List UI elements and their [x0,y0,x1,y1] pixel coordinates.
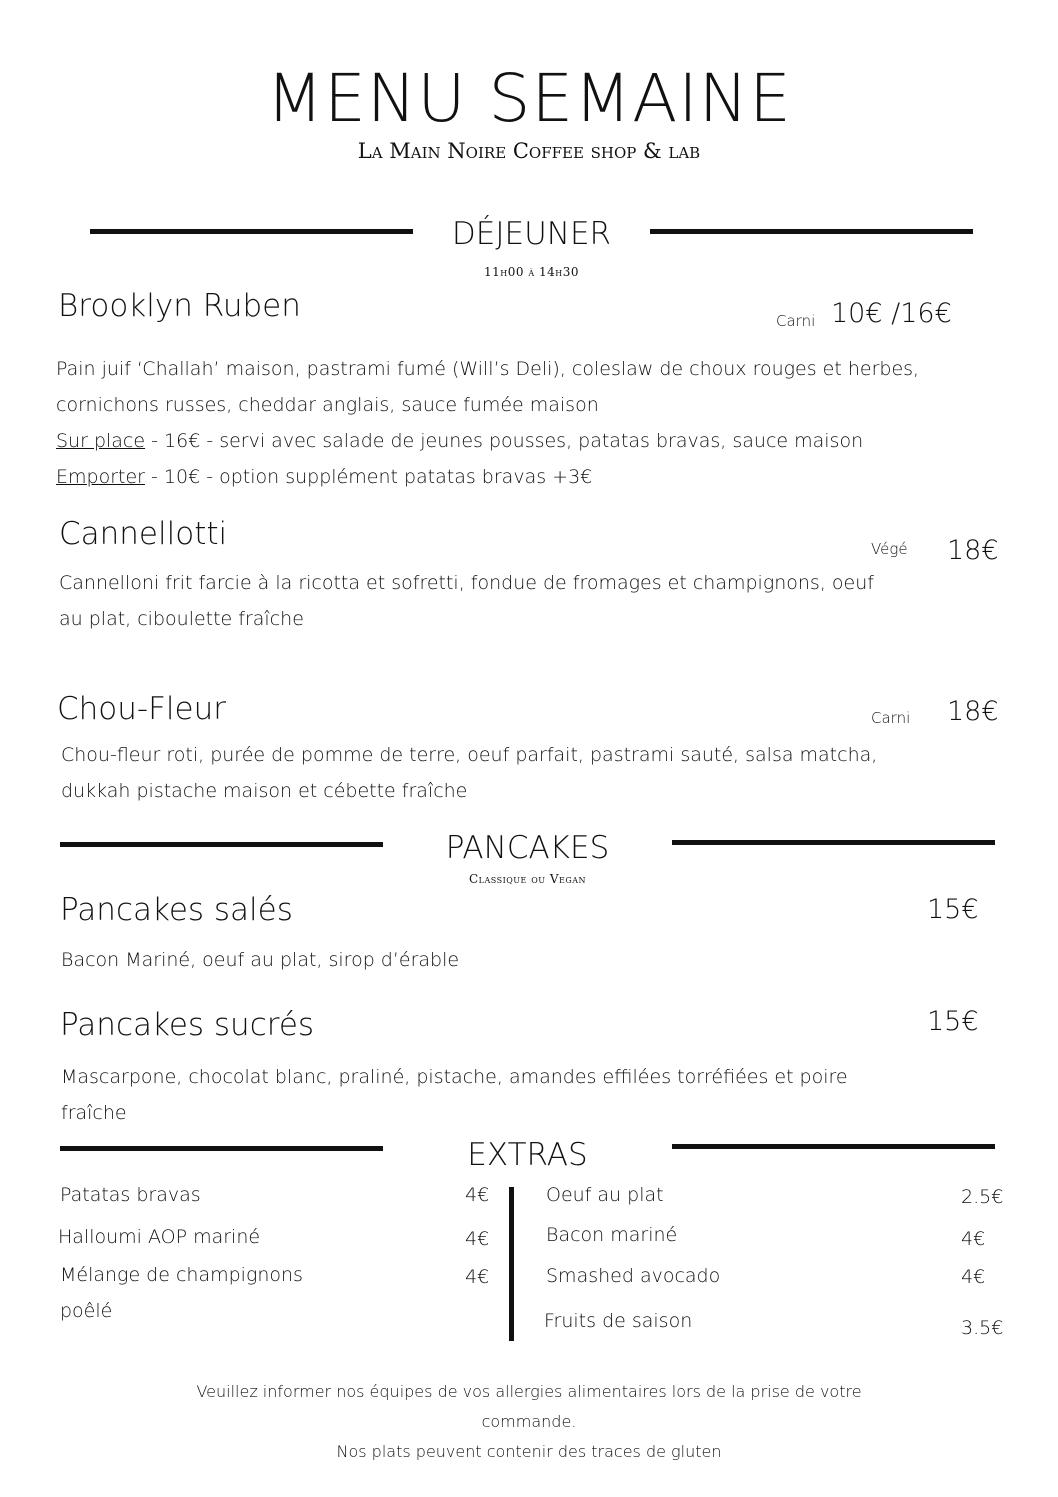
section-divider-right [672,840,995,845]
dish-description [56,351,1006,495]
description-line: fraîche [61,1102,127,1124]
dish-tag: Carni [776,312,816,330]
description-line: Cannelloni frit farcie à la ricotta et sofretti, fondue de fromages et champignons, oeuf [59,572,874,594]
dish-description [61,942,941,978]
dish-name-pancakes-sucres: Pancakes sucrés [60,1007,315,1043]
description-line: Mascarpone, chocolat blanc, praliné, pistache, amandes effilées torréfiées et poire [61,1066,848,1088]
section-divider-right [650,229,973,234]
section-hours: 11h00 à 14h30 [484,265,579,279]
dish-description [61,1059,941,1131]
extra-item-name [60,1257,303,1329]
section-subtitle: Classique ou Vegan [469,872,586,886]
description-line: au plat, ciboulette fraîche [59,608,304,630]
menu-title: MENU SEMAINE [266,60,792,137]
option-label: Emporter [56,466,145,488]
description-line: cornichons russes, cheddar anglais, sauce fumée maison [56,394,599,416]
extra-item-name: Patatas bravas [60,1184,201,1206]
extra-item-name-line: poêlé [60,1300,113,1322]
option-line-sur-place [56,423,1006,459]
extra-item-price: 2.5€ [961,1186,1004,1208]
extras-column-divider [509,1187,514,1341]
dish-price: 15€ [927,1006,979,1037]
dish-name-cannellotti: Cannellotti [59,516,228,552]
option-text: - 16€ - servi avec salade de jeunes pousses, patatas bravas, sauce maison [145,430,864,452]
extra-item-name-line: Mélange de champignons [60,1264,303,1286]
extra-item-name: Bacon mariné [546,1224,678,1246]
extra-item-name: Smashed avocado [546,1265,721,1287]
option-label: Sur place [56,430,146,452]
extra-item-price: 4€ [465,1228,490,1250]
section-title-extras: EXTRAS [467,1137,588,1173]
dish-tag: Carni [871,709,911,727]
extra-item-price: 4€ [465,1266,490,1288]
extra-item-price: 4€ [465,1184,490,1206]
description-line: Bacon Mariné, oeuf au plat, sirop d’érable [61,949,460,971]
section-title-pancakes: PANCAKES [445,830,610,866]
dish-description [61,737,941,809]
description-line: Chou-fleur roti, purée de pomme de terre, oeuf parfait, pastrami sauté, salsa matcha, [61,744,878,766]
extra-item-price: 4€ [961,1228,986,1250]
section-divider-right [672,1144,995,1149]
dish-price: 10€ /16€ [831,298,952,329]
dish-price: 18€ [947,696,999,727]
extra-item-name: Fruits de saison [544,1310,693,1332]
footer-line: Nos plats peuvent contenir des traces de gluten [336,1442,722,1461]
dish-name-chou-fleur: Chou-Fleur [57,691,227,727]
dish-tag: Végé [871,540,908,558]
dish-name-pancakes-sales: Pancakes salés [60,892,293,928]
section-divider-left [60,842,383,847]
footer-line: Veuillez informer nos équipes de vos allergies alimentaires lors de la prise de votre [196,1382,862,1401]
restaurant-subtitle: La Main Noire Coffee shop & lab [357,139,701,163]
footer-line: commande. [481,1412,577,1431]
option-line-emporter [56,459,1006,495]
description-line: Pain juif ‘Challah’ maison, pastrami fumé (Will’s Deli), coleslaw de choux rouges et herbes, [56,358,920,380]
description-line: dukkah pistache maison et cébette fraîche [61,780,468,802]
extra-item-name: Halloumi AOP mariné [58,1226,261,1248]
extra-item-price: 3.5€ [961,1317,1004,1339]
dish-price: 18€ [947,535,999,566]
dish-description [59,565,939,637]
section-title-dejeuner: DÉJEUNER [451,216,612,252]
option-text: - 10€ - option supplément patatas bravas +3€ [144,466,593,488]
dish-price: 15€ [927,894,979,925]
extra-item-name: Oeuf au plat [546,1184,664,1206]
extra-item-price: 4€ [961,1266,986,1288]
allergy-notice [0,1377,1058,1467]
section-divider-left [90,229,413,234]
dish-name-brooklyn-ruben: Brooklyn Ruben [58,288,301,324]
section-divider-left [60,1146,383,1151]
